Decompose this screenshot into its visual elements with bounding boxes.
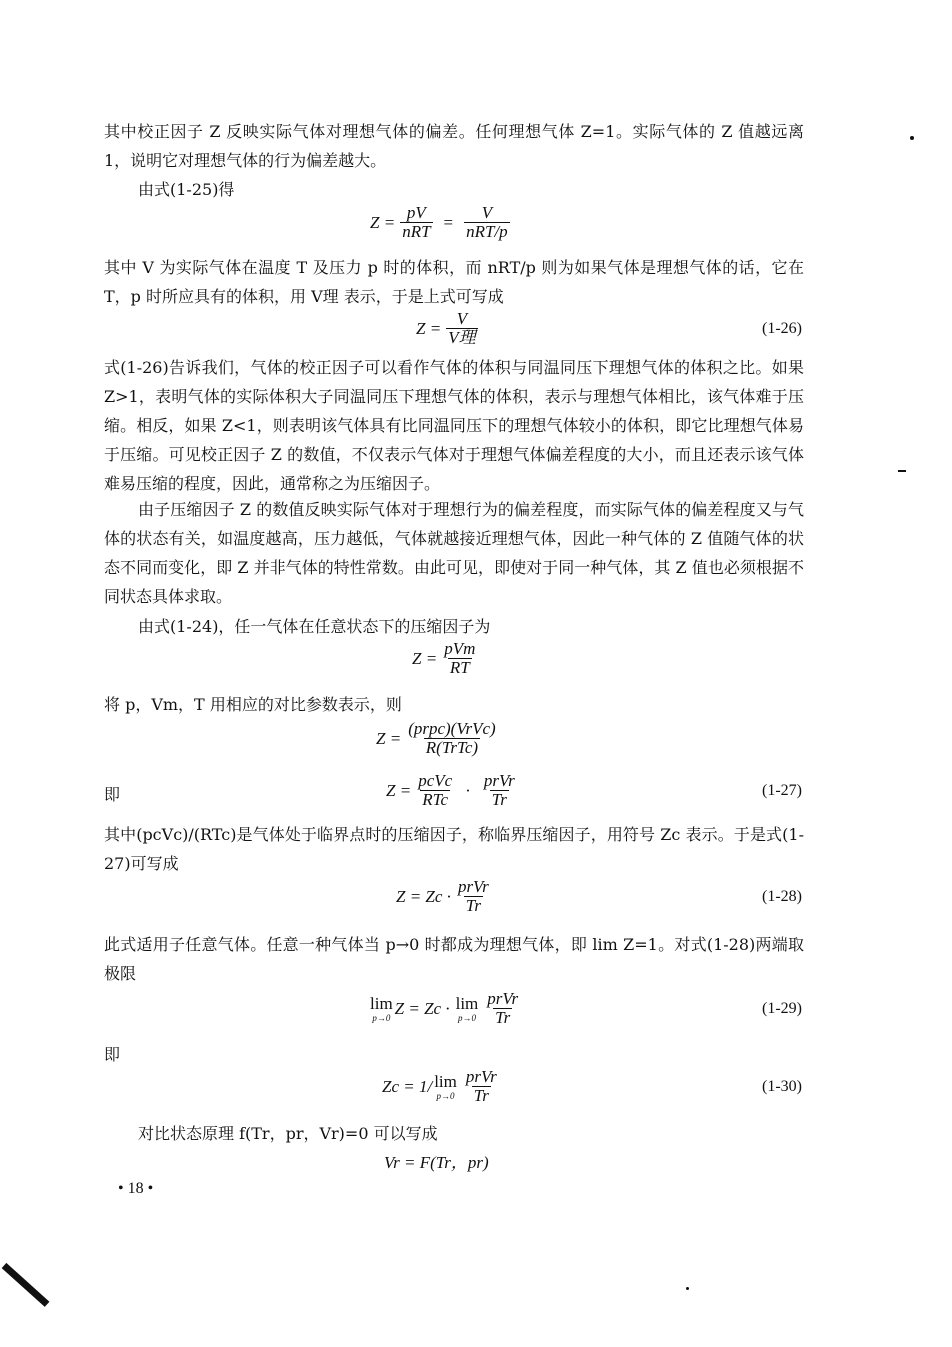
equation-1-30: Zc = 1/ lim p→0 $\frac{\text{prVr}}{Tr}$ (1-30) bbox=[382, 1067, 802, 1105]
scan-dot bbox=[686, 1287, 689, 1290]
paragraph-7: 将 p，Vm，T 用相应的对比参数表示，则 bbox=[104, 695, 402, 714]
label-ji-2: 即 bbox=[104, 1045, 121, 1064]
paragraph-3: 其中 V 为实际气体在温度 T 及压力 p 时的体积，而 nRT/p 则为如果气体是理想气体的话，它在 T，p 时所应具有的体积，用 V理 表示，于是上式可写成 bbox=[104, 258, 804, 306]
paragraph-1: 其中校正因子 Z 反映实际气体对理想气体的偏差。任何理想气体 Z=1。实际气体的 Z 值越远离 1，说明它对理想气体的行为偏差越大。 bbox=[104, 122, 804, 170]
scan-mark-diagonal bbox=[2, 1263, 50, 1307]
equation-number: (1-27) bbox=[762, 781, 802, 799]
equation-1-28: Z = Zc · $\frac{\text{prVr}}{Tr}$ (1-28) bbox=[396, 877, 802, 915]
equation-number: (1-29) bbox=[762, 999, 802, 1017]
paragraph-9: 此式适用子任意气体。任意一种气体当 p→0 时都成为理想气体，即 lim Z=1。对式(1-28)两端取极限 bbox=[104, 935, 804, 983]
scan-dot bbox=[898, 470, 906, 472]
paragraph-10: 对比状态原理 f(Tr，pr，Vr)=0 可以写成 bbox=[138, 1124, 438, 1143]
equation-state-function: Vr = F(Tr，pr) bbox=[384, 1153, 489, 1172]
equation-number: (1-30) bbox=[762, 1077, 802, 1095]
scan-dot bbox=[910, 136, 914, 140]
equation-1-29: lim p→0 Z = Zc · lim p→0 $\frac{\text{prVr}}{Tr}$ (1-29) bbox=[370, 989, 802, 1027]
label-ji-1: 即 bbox=[104, 785, 121, 804]
paragraph-8: 其中(pcVc)/(RTc)是气体处于临界点时的压缩因子，称临界压缩因子，用符号 Zc 表示。于是式(1-27)可写成 bbox=[104, 825, 804, 873]
page-number: • 18 • bbox=[118, 1180, 154, 1197]
equation-number: (1-28) bbox=[762, 887, 802, 905]
paragraph-2: 由式(1-25)得 bbox=[138, 180, 235, 199]
paragraph-4: 式(1-26)告诉我们，气体的校正因子可以看作气体的体积与同温同压下理想气体的体积之比。如果 Z>1，表明气体的实际体积大子同温同压下理想气体的体积，表示与理想气体相比，该气体难于压缩。相反，如果 Z<1，则表明该气体具有比同温同压下的理想气体较小的体积，即它比理想气体易于压缩。可见校正因子 Z 的数值，不仅表示气体对于理想气体偏差程度的大小，而且还表示该气体难易压缩的程度，因此，通常称之为压缩因子。 bbox=[104, 358, 804, 493]
equation-1-25: Z = $\frac{pV}{\text{nRT}}$ = $\frac{V}{\text{nRT/p}}$ bbox=[370, 203, 508, 241]
equation-z-definition: Z = $\frac{\text{pVm}}{RT}$ bbox=[412, 639, 476, 677]
equation-1-26: Z = $\frac{V}{\text{V理}}$ (1-26) bbox=[416, 309, 802, 347]
paragraph-5: 由子压缩因子 Z 的数值反映实际气体对于理想行为的偏差程度，而实际气体的偏差程度又与气体的状态有关，如温度越高，压力越低，气体就越接近理想气体，因此一种气体的 Z 值随气体的状态不同而变化，即 Z 并非气体的特性常数。由此可见，即使对于同一种气体，其 Z 值也必须根据不同状态具体求取。 bbox=[104, 500, 804, 606]
equation-substitution: Z = $\frac{\text{(prpc)(VrVc)}}{\text{R(TrTc)}}$ bbox=[376, 719, 496, 757]
equation-number: (1-26) bbox=[762, 319, 802, 337]
paragraph-6: 由式(1-24)，任一气体在任意状态下的压缩因子为 bbox=[138, 617, 491, 636]
equation-1-27: Z = $\frac{\text{pcVc}}{\text{RTc}}$ · $\frac{\text{prVr}}{Tr}$ (1-27) bbox=[386, 771, 802, 809]
